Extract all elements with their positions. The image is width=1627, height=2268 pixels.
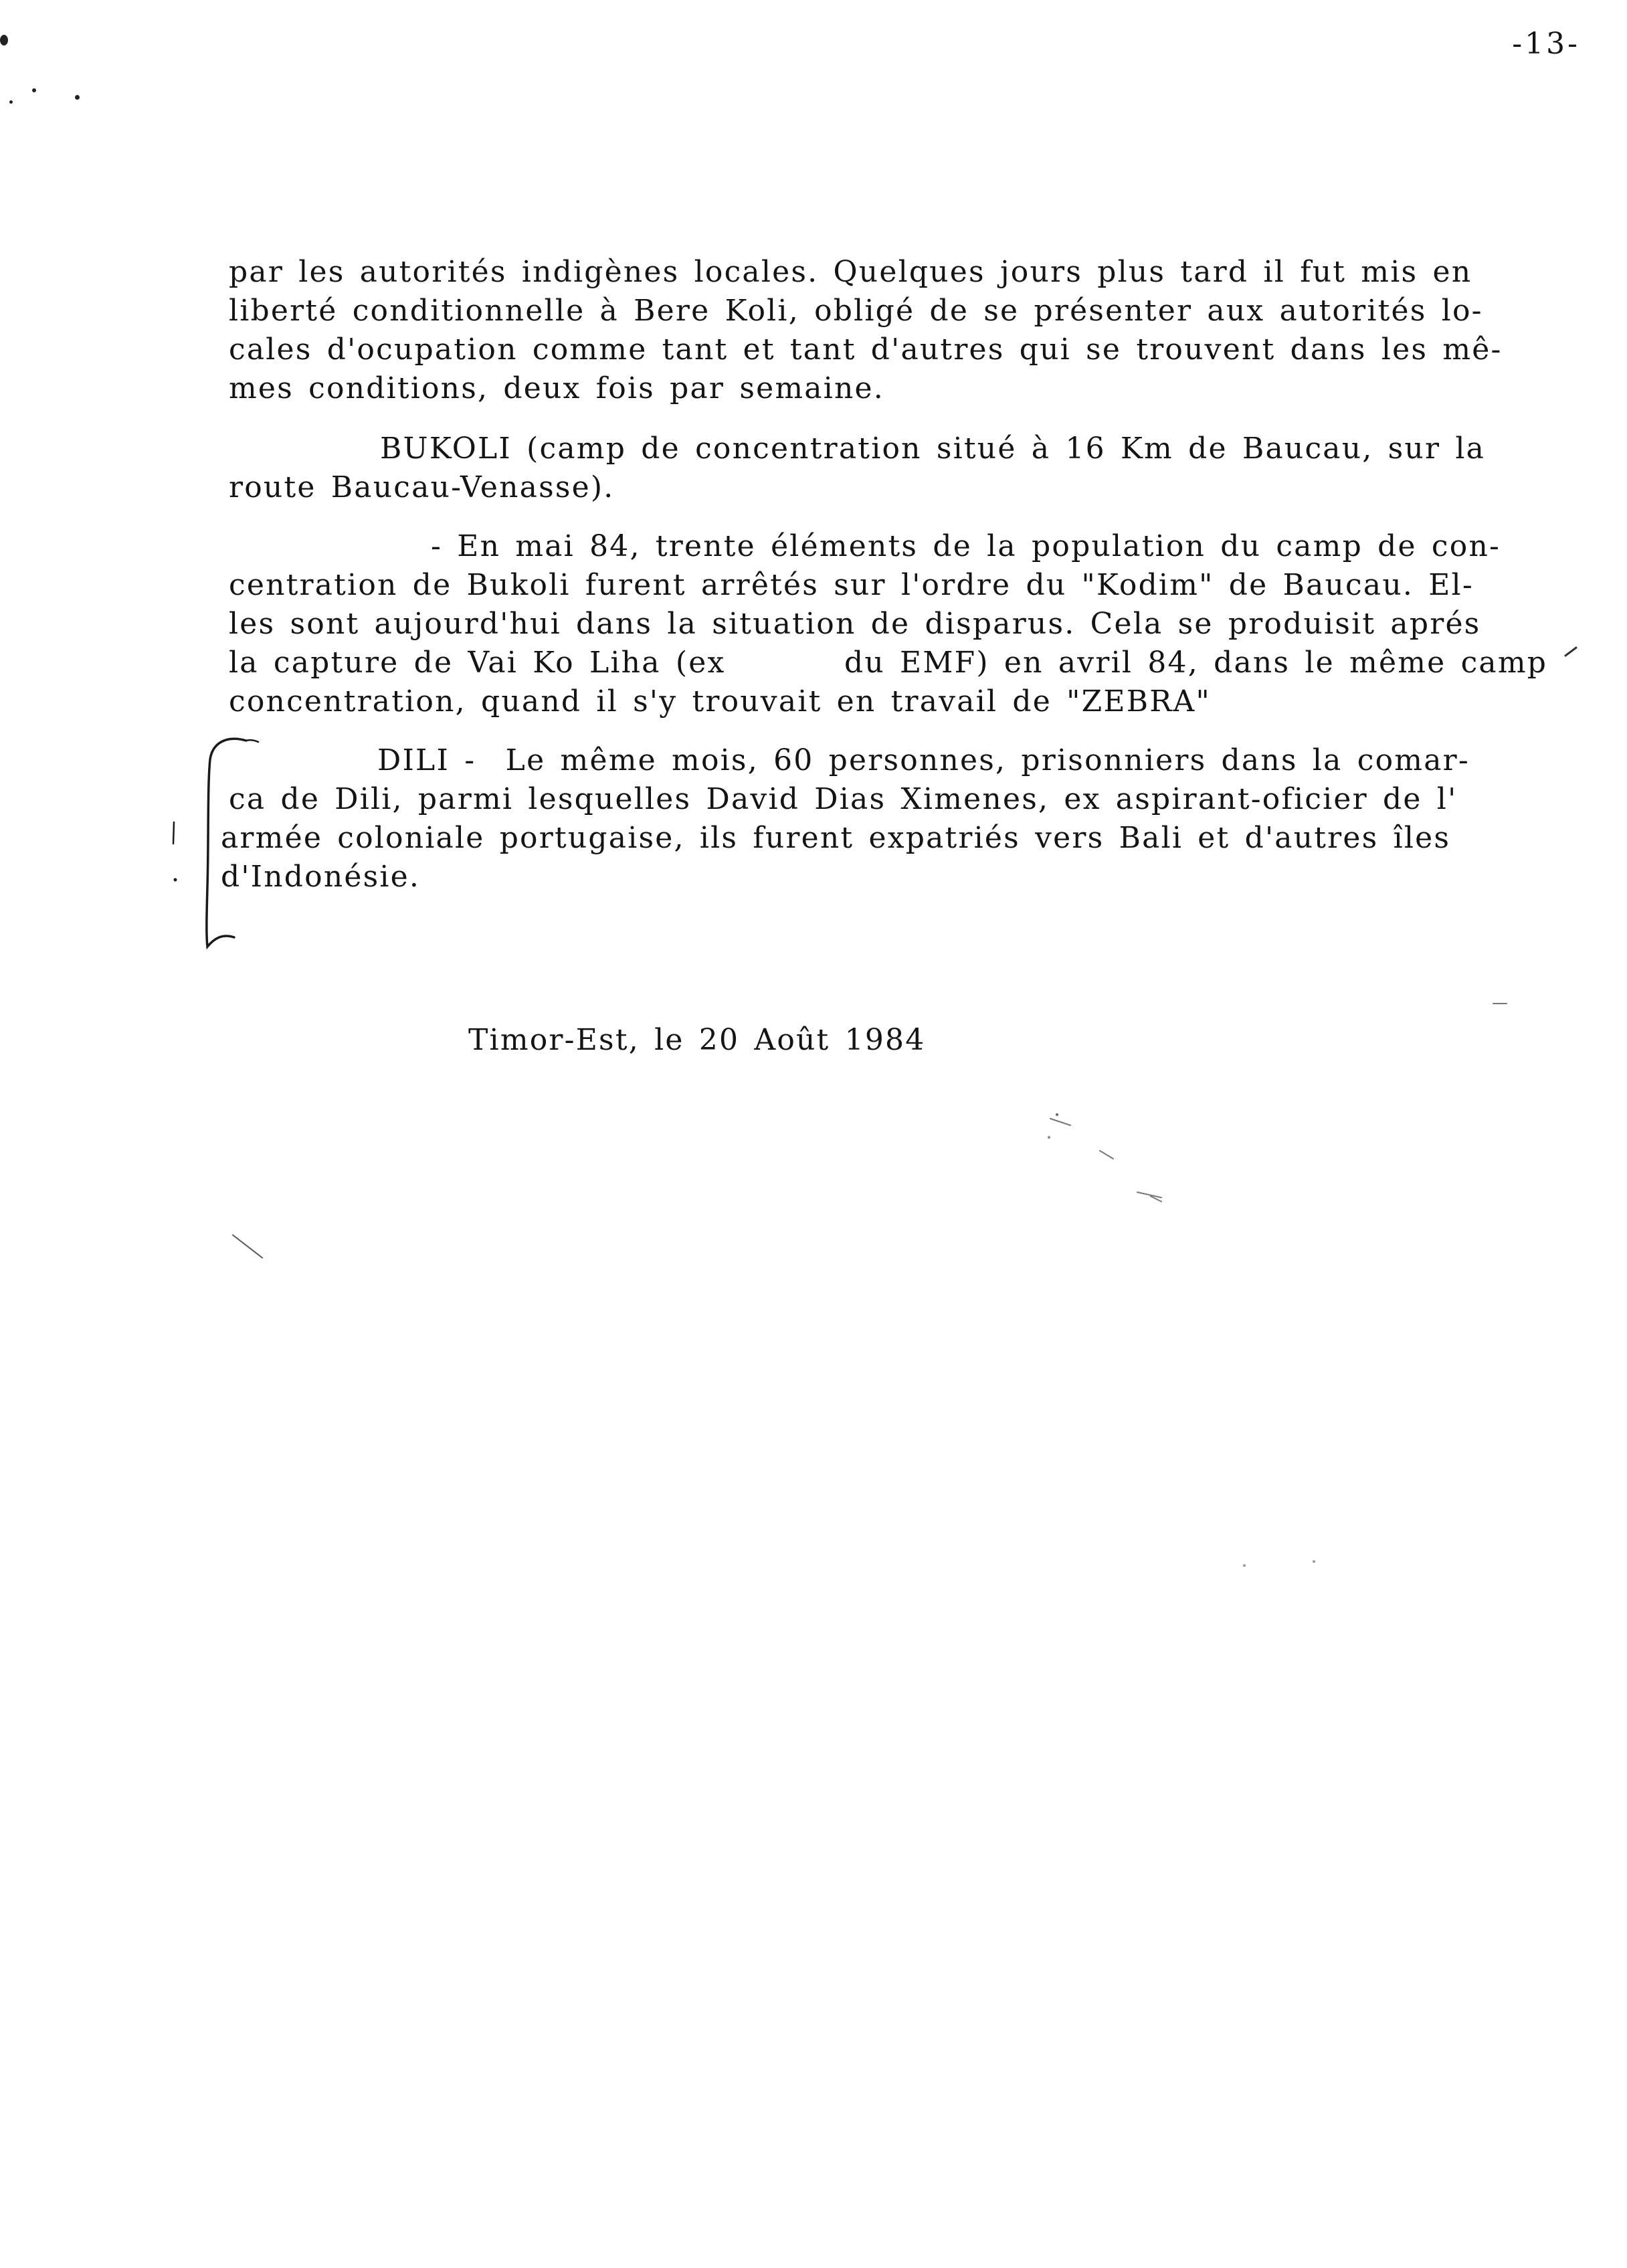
closing-place-date: Timor-Est, le 20 Août 1984 (468, 1023, 926, 1057)
paragraph-3-line-4: la capture de Vai Ko Liha (ex du EMF) en avril 84, dans le même camp (229, 646, 1548, 680)
page-number: -13- (1512, 27, 1580, 61)
paragraph-3-line-1: - En mai 84, trente éléments de la population du camp de con- (431, 529, 1501, 563)
paragraph-4-line-3: armée coloniale portugaise, ils furent expatriés vers Bali et d'autres îles (221, 821, 1451, 855)
paragraph-4-line-2: ca de Dili, parmi lesquelles David Dias Ximenes, ex aspirant-oficier de l' (229, 782, 1458, 816)
paragraph-1-line-3: cales d'ocupation comme tant et tant d'autres qui se trouvent dans les mê- (229, 333, 1503, 367)
paragraph-4-line-4: d'Indonésie. (221, 860, 421, 894)
paragraph-3-line-3: les sont aujourd'hui dans la situation de disparus. Cela se produisit aprés (229, 607, 1481, 641)
paragraph-2-line-2: route Baucau-Venasse). (229, 470, 615, 504)
paragraph-3-line-5: concentration, quand il s'y trouvait en travail de "ZEBRA" (229, 684, 1211, 719)
paragraph-1-line-4: mes conditions, deux fois par semaine. (229, 371, 884, 405)
paragraph-2-line-1: BUKOLI (camp de concentration situé à 16 Km de Baucau, sur la (380, 432, 1486, 466)
paragraph-1-line-1: par les autorités indigènes locales. Quelques jours plus tard il fut mis en (229, 255, 1472, 289)
paragraph-4-line-1: DILI - Le même mois, 60 personnes, prisonniers dans la comar- (377, 743, 1470, 777)
paragraph-3-line-2: centration de Bukoli furent arrêtés sur l'ordre du "Kodim" de Baucau. El- (229, 568, 1474, 602)
paragraph-1-line-2: liberté conditionnelle à Bere Koli, obligé de se présenter aux autorités lo- (229, 294, 1483, 328)
